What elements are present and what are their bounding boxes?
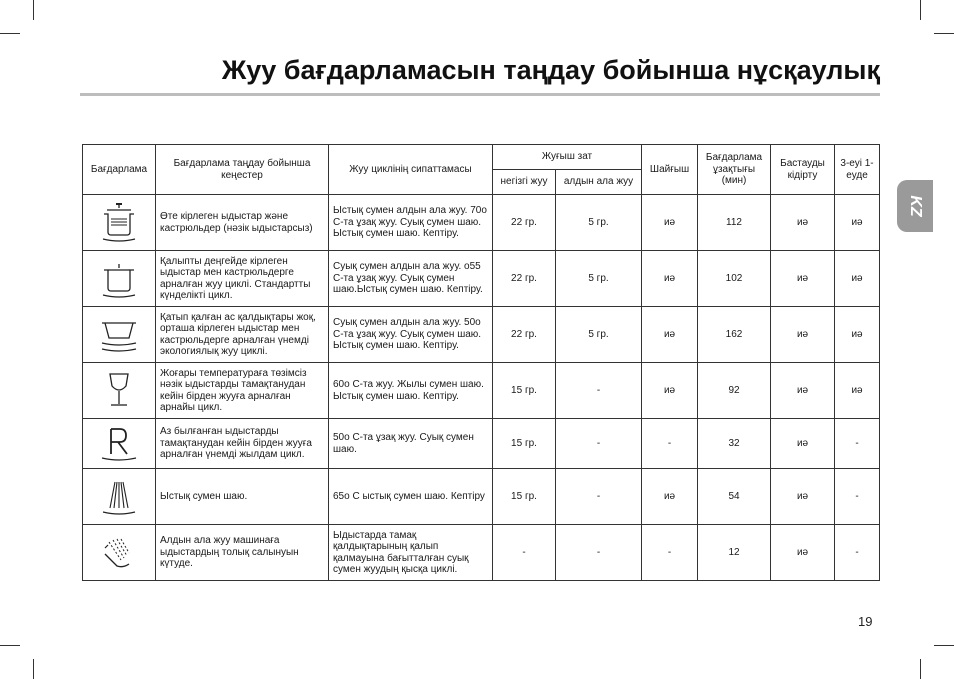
pre-wash-amount: 5 гр. [556,251,642,307]
crop-mark [934,645,954,646]
duration-value: 102 [698,251,771,307]
program-advice: Қалыпты деңгейде кірлеген ыдыстар мен кастрюльдерге арналған жуу циклі. Стандартты күнделікті цикл. [156,251,329,307]
pot-icon [99,258,139,300]
language-tab-label: KZ [907,195,924,217]
duration-value: 92 [698,363,771,419]
duration-value: 32 [698,419,771,469]
crop-mark [0,645,20,646]
language-tab [897,180,933,232]
delay-start-value: иә [771,419,835,469]
hot-rinse-icon [99,476,139,518]
duration-value: 54 [698,469,771,525]
cycle-description: 50o С-та ұзақ жуу. Суық сумен шаю. [329,419,493,469]
table-row [83,469,880,525]
program-icon-cell [83,195,156,251]
rinse-aid-value: - [642,419,698,469]
program-icon-cell [83,419,156,469]
half-load-value: иә [835,363,880,419]
rinse-aid-value: иә [642,195,698,251]
header-delay-start: Бастауды кідірту [771,145,835,195]
delay-start-value: иә [771,525,835,581]
pre-wash-amount: 5 гр. [556,195,642,251]
main-wash-amount: 22 гр. [493,195,556,251]
rinse-aid-value: иә [642,363,698,419]
cycle-description: Суық сумен алдын ала жуу. 50o С-та ұзақ жуу. Суық сумен шаю. Ыстық сумен шаю. Кептіру. [329,307,493,363]
program-icon-cell [83,525,156,581]
pre-wash-amount: - [556,525,642,581]
header-detergent-main: негізгі жуу [493,170,556,195]
delay-start-value: иә [771,307,835,363]
title-divider [80,93,880,96]
pre-wash-amount: 5 гр. [556,307,642,363]
header-program: Бағдарлама [83,145,156,195]
delay-start-value: иә [771,195,835,251]
header-cycle: Жуу циклінің сипаттамасы [329,145,493,195]
rinse-aid-value: - [642,525,698,581]
program-advice: Өте кірлеген ыдыстар және кастрюльдер (нәзік ыдыстарсыз) [156,195,329,251]
cycle-description: 60o С-та жуу. Жылы сумен шаю. Ыстық сумен шаю. Кептіру. [329,363,493,419]
table-row [83,307,880,363]
duration-value: 162 [698,307,771,363]
header-detergent: Жуғыш зат [493,145,642,170]
cycle-description: Ыдыстарда тамақ қалдықтарының қалып қалмауына бағытталған суық сумен жуудың қысқа циклі. [329,525,493,581]
main-wash-amount: 15 гр. [493,419,556,469]
crop-mark [0,33,20,34]
table-row [83,195,880,251]
cycle-description: 65o С ыстық сумен шаю. Кептіру [329,469,493,525]
crop-mark [920,659,921,679]
program-advice: Жоғары температураға төзімсіз нәзік ыдыстарды тамақтанудан кейін бірден жууға арналған арнайы цикл. [156,363,329,419]
pre-wash-amount: - [556,469,642,525]
wine-glass-icon [99,370,139,412]
main-wash-amount: 22 гр. [493,307,556,363]
table-row [83,525,880,581]
header-duration: Бағдарлама ұзақтығы (мин) [698,145,771,195]
delay-start-value: иә [771,251,835,307]
program-advice: Қатып қалған ас қалдықтары жоқ, орташа кірлеген ыдыстар мен кастрюльдерге арналған үнемді экологиялық жуу циклі. [156,307,329,363]
rinse-aid-value: иә [642,307,698,363]
pot-with-lid-icon [99,202,139,244]
rinse-aid-value: иә [642,251,698,307]
table-row [83,419,880,469]
main-wash-amount: 22 гр. [493,251,556,307]
program-advice: Аз былғанған ыдыстарды тамақтанудан кейін бірден жууға арналған үнемді жылдам цикл. [156,419,329,469]
rinse-aid-value: иә [642,469,698,525]
delay-start-value: иә [771,469,835,525]
page-title: Жуу бағдарламасын таңдау бойынша нұсқаулық [221,55,880,85]
half-load-value: иә [835,307,880,363]
duration-value: 112 [698,195,771,251]
spray-prewash-icon [99,532,139,574]
crop-mark [33,0,34,20]
header-detergent-pre: алдын ала жуу [556,170,642,195]
main-wash-amount: 15 гр. [493,469,556,525]
cycle-description: Суық сумен алдын ала жуу. о55 С-та ұзақ жуу. Суық сумен шаю.Ыстық сумен шаю. Кептіру. [329,251,493,307]
main-wash-amount: - [493,525,556,581]
crop-mark [934,33,954,34]
table-row [83,251,880,307]
program-icon-cell [83,469,156,525]
r-letter-icon [99,424,139,464]
program-icon-cell [83,307,156,363]
half-load-value: - [835,525,880,581]
pre-wash-amount: - [556,363,642,419]
pre-wash-amount: - [556,419,642,469]
program-advice: Ыстық сумен шаю. [156,469,329,525]
half-load-value: иә [835,251,880,307]
program-advice: Алдын ала жуу машинаға ыдыстардың толық салынуын күтуде. [156,525,329,581]
crop-mark [33,659,34,679]
page-number: 19 [858,614,873,629]
delay-start-value: иә [771,363,835,419]
table-row [83,363,880,419]
cycle-description: Ыстық сумен алдын ала жуу. 70o С-та ұзақ жуу. Суық сумен шаю. Ыстық сумен шаю. Кептіру. [329,195,493,251]
program-icon-cell [83,363,156,419]
header-advice: Бағдарлама таңдау бойынша кеңестер [156,145,329,195]
header-half-load: 3-еуі 1-еуде [835,145,880,195]
main-wash-amount: 15 гр. [493,363,556,419]
header-rinse-aid: Шайғыш [642,145,698,195]
half-load-value: иә [835,195,880,251]
program-table [82,144,880,581]
bowl-icon [99,314,139,356]
half-load-value: - [835,419,880,469]
half-load-value: - [835,469,880,525]
duration-value: 12 [698,525,771,581]
program-icon-cell [83,251,156,307]
crop-mark [920,0,921,20]
